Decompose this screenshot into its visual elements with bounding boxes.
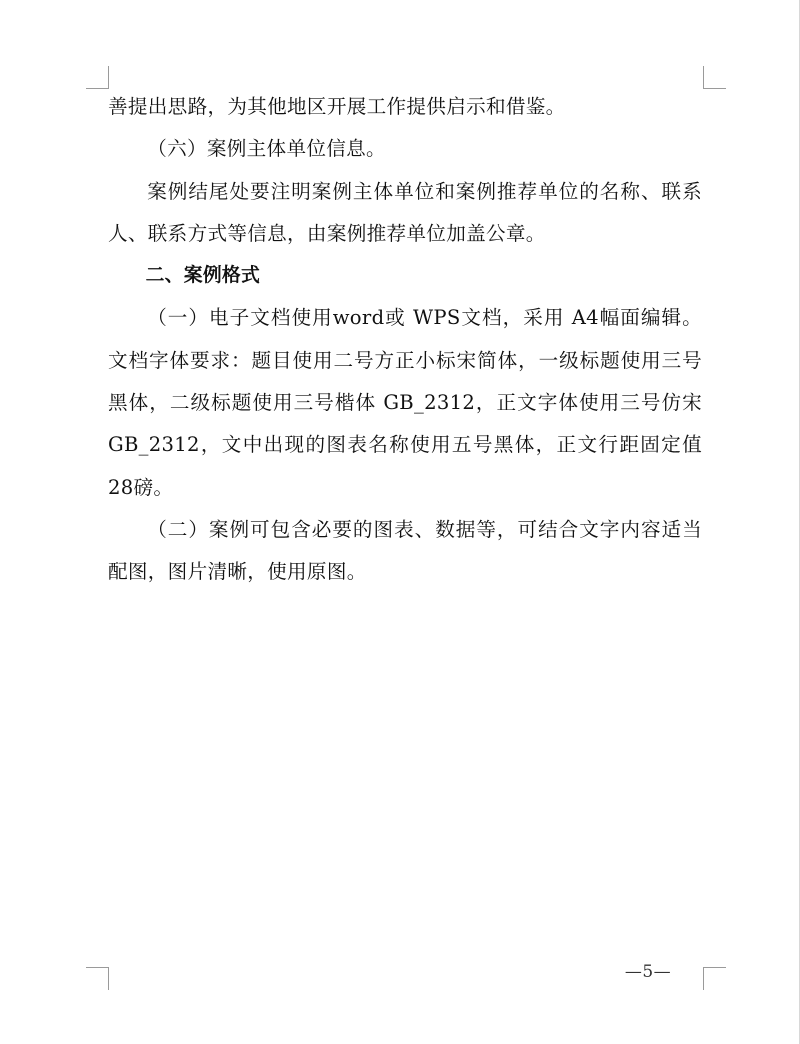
subheading-case-unit-info: （六）案例主体单位信息。: [147, 137, 386, 161]
crop-mark-bottom-right: [703, 967, 726, 990]
heading-case-format: 二、案例格式: [145, 265, 261, 287]
crop-mark-top-right: [703, 66, 726, 89]
crop-mark-bottom-left: [86, 967, 109, 990]
paragraph-continuation: 善提出思路，为其他地区开展工作提供启示和借鉴。: [108, 95, 566, 118]
page-number: —5—: [624, 962, 672, 982]
crop-mark-top-left: [86, 66, 109, 89]
document-body: [108, 86, 702, 594]
paragraph-figures-data: （二）案例可包含必要的图表、数据等，可结合文字内容适当配图，图片清晰，使用原图。: [108, 517, 702, 584]
paragraph-case-unit-info: 案例结尾处要注明案例主体单位和案例推荐单位的名称、联系人、联系方式等信息，由案例推荐单位加盖公章。: [108, 179, 702, 245]
paragraph-format-requirements: （一）电子文档使用word或 WPS文档，采用 A4幅面编辑。文档字体要求：题目使用二号方正小标宋简体，一级标题使用三号黑体，二级标题使用三号楷体 GB_2312，正文字体使用三号仿宋 GB_2312，文中出现的图表名称使用五号黑体，正文行距固定值 28磅。: [108, 306, 702, 499]
